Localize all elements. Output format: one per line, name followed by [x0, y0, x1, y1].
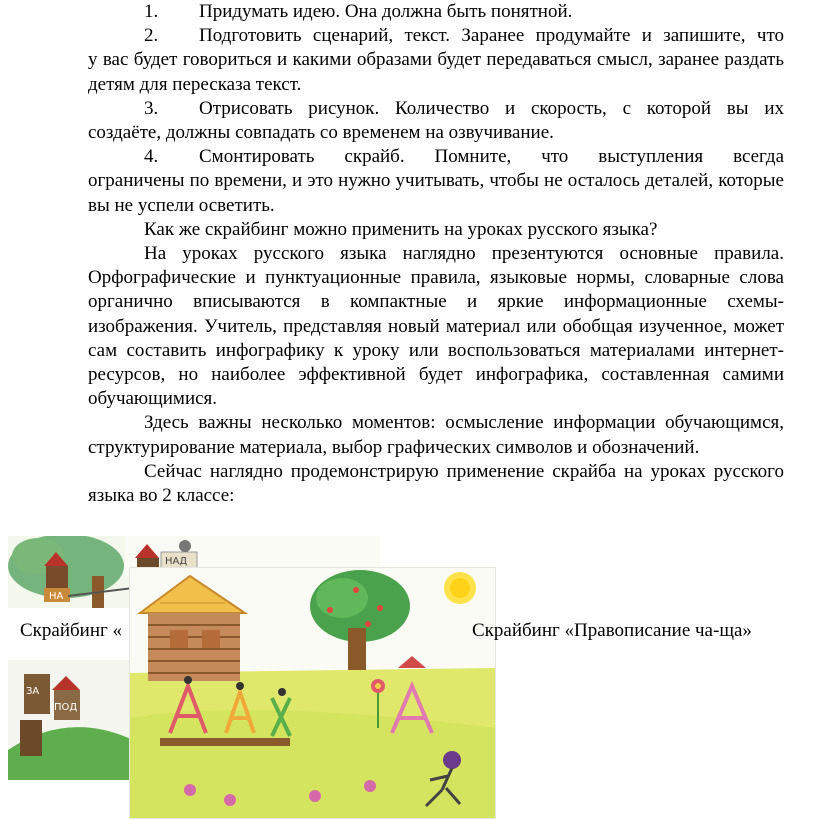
list-item-3 — [88, 97, 784, 121]
house-label-za: ЗА — [26, 686, 40, 697]
list-number: 1. — [144, 1, 159, 22]
list-number: 2. — [144, 25, 159, 47]
list-text-continued: ограничены по времени, и это нужно учитывать, чтобы не осталось деталей, которые вы не успели осветить. — [88, 170, 784, 216]
list-text: Подготовить сценарий, текст. Заранее продумайте и запишите, что — [199, 25, 784, 47]
list-item-2 — [88, 24, 784, 48]
list-number: 3. — [144, 97, 159, 119]
paragraph-moments: Здесь важны несколько моментов: осмысление информации обучающимся, структурирование материала, выбор графических символов и обозначений. — [88, 412, 784, 458]
paragraph-demo: Сейчас наглядно продемонстрирую применение скрайба на уроках русского языка во 2 классе: — [88, 460, 784, 507]
house-label-na: НА — [49, 591, 64, 602]
document-body — [88, 0, 784, 508]
list-text: Отрисовать рисунок. Количество и скорость, с которой вы их — [199, 97, 784, 119]
list-text-continued: у вас будет говориться и какими образами будет передаваться смысл, заранее раздать детям для пересказа текст. — [88, 49, 784, 95]
caption-scribing-left: Скрайбинг « — [20, 620, 123, 641]
house-label-nad: НАД — [165, 556, 188, 567]
house-label-pod: ПОД — [54, 702, 78, 713]
children-drawing-scribing — [130, 568, 495, 818]
list-number: 4. — [144, 146, 159, 168]
drawing-prepositions-top — [8, 536, 133, 608]
list-text: Придумать идею. Она должна быть понятной. — [199, 1, 573, 22]
list-item-1 — [88, 0, 784, 24]
caption-scribing-cha-scha: Скрайбинг «Правописание ча-ща» — [472, 620, 752, 641]
list-text: Смонтировать скрайб. Помните, что выступления всегда — [199, 146, 784, 168]
paragraph-question: Как же скрайбинг можно применить на уроках русского языка? — [144, 218, 658, 240]
list-item-4 — [88, 145, 784, 169]
list-text-continued: создаёте, должны совпадать со временем на озвучивание. — [88, 122, 554, 144]
paragraph-rules: На уроках русского языка наглядно презентуются основные правила. Орфографические и пунктуационные правила, языковые нормы, словарные слова органично вписываются в компактные и яркие информационные схемы-изображения. Учитель, представляя новый материал или обобщая изученное, может сам составить инфографику к уроку или воспользоваться материалами интернет-ресурсов, но наиболее эффективной будет инфографика, составленная самими обучающимися. — [88, 243, 784, 410]
drawing-prepositions-bottom — [8, 660, 133, 780]
